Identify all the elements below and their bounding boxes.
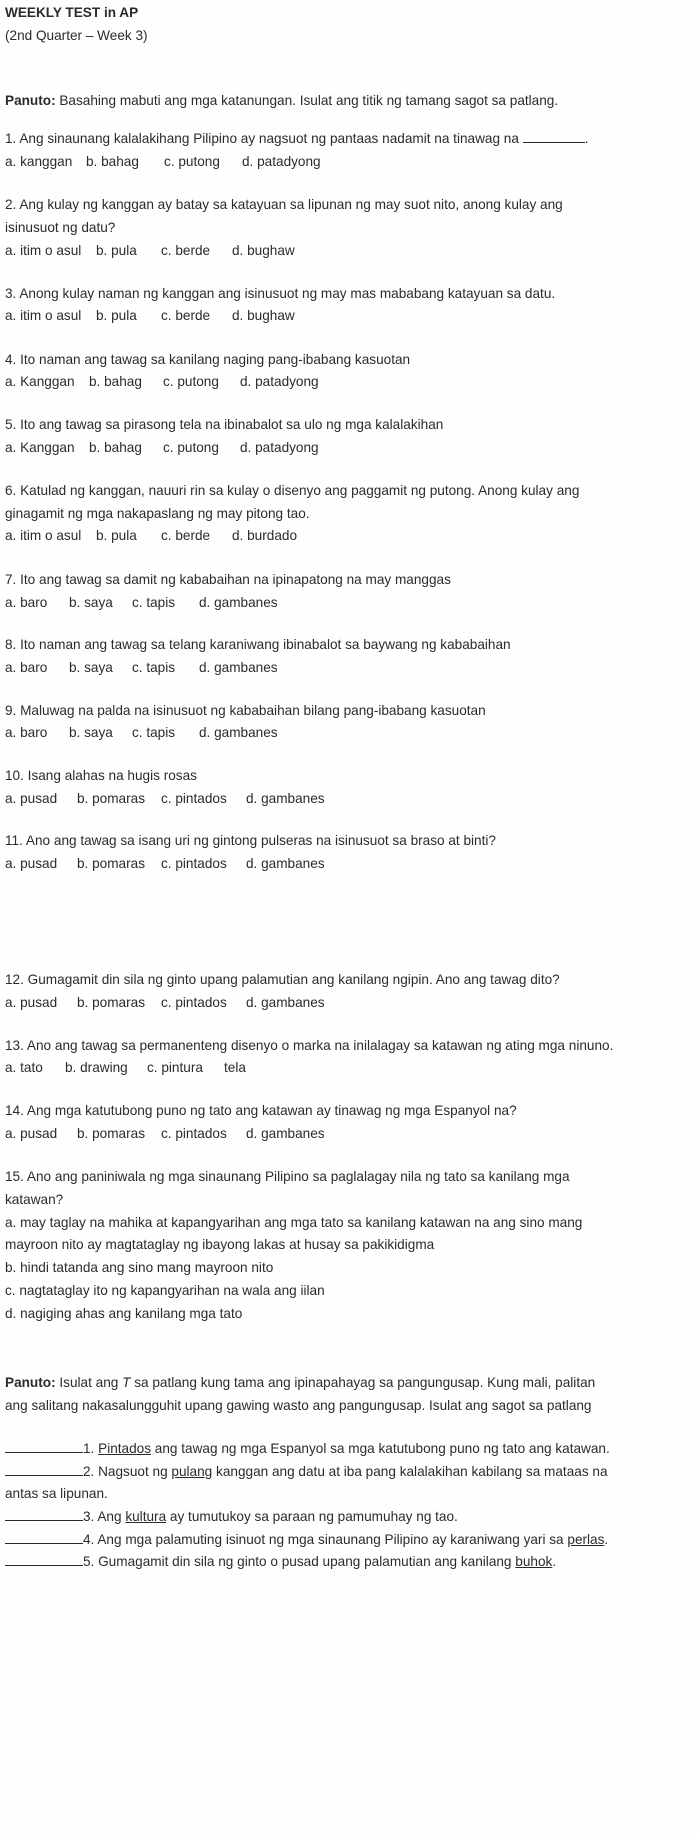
option-a: a. itim o asul bbox=[5, 243, 82, 258]
item-text: . bbox=[604, 1532, 609, 1547]
option-c: c. berde bbox=[161, 308, 211, 323]
option-b: b. saya bbox=[69, 725, 113, 740]
option-b: b. saya bbox=[69, 595, 113, 610]
question-15-cont: katawan? bbox=[5, 1192, 64, 1207]
option-c: c. pintados bbox=[161, 1126, 227, 1141]
item-text: 3. Ang bbox=[83, 1509, 126, 1524]
option-c: c. tapis bbox=[132, 595, 176, 610]
option-c: c. putong bbox=[163, 440, 219, 455]
option-a: a. Kanggan bbox=[5, 440, 75, 455]
option-a: a. pusad bbox=[5, 1126, 58, 1141]
question-3: 3. Anong kulay naman ng kanggan ang isinusuot ng may mas mababang katayuan sa datu. bbox=[5, 286, 556, 301]
directions-label: Panuto: bbox=[5, 93, 56, 108]
option-d: d. bughaw bbox=[232, 308, 295, 323]
option-a: a. baro bbox=[5, 660, 48, 675]
question-6-cont: ginagamit ng mga nakapaslang ng may pitong tao. bbox=[5, 506, 310, 521]
question-14: 14. Ang mga katutubong puno ng tato ang katawan ay tinawag ng mga Espanyol na? bbox=[5, 1103, 517, 1118]
tf-item-1 bbox=[5, 1440, 610, 1458]
answer-blank[interactable] bbox=[5, 1440, 83, 1453]
option-b: b. bahag bbox=[86, 154, 139, 169]
question-7: 7. Ito ang tawag sa damit ng kababaihan na ipinapatong na may manggas bbox=[5, 572, 451, 587]
option-c: c. tapis bbox=[132, 725, 176, 740]
option-d: d. patadyong bbox=[240, 374, 319, 389]
option-d: d. patadyong bbox=[240, 440, 319, 455]
option-a: a. itim o asul bbox=[5, 528, 82, 543]
option-d: d. gambanes bbox=[246, 856, 325, 871]
question-12: 12. Gumagamit din sila ng ginto upang palamutian ang kanilang ngipin. Ano ang tawag dito? bbox=[5, 972, 560, 987]
option-a: a. baro bbox=[5, 725, 48, 740]
option-d: d. gambanes bbox=[199, 725, 278, 740]
option-a: a. pusad bbox=[5, 995, 58, 1010]
option-a: a. tato bbox=[5, 1060, 43, 1075]
item-text: kanggan ang datu at iba pang kalalakihan kabilang sa mataas na bbox=[212, 1464, 608, 1479]
directions-text: sa patlang kung tama ang ipinapahayag sa pangungusap. Kung mali, palitan bbox=[130, 1375, 596, 1390]
test-title: WEEKLY TEST in AP bbox=[5, 5, 139, 20]
underlined-word: perlas bbox=[567, 1532, 605, 1547]
question-8: 8. Ito naman ang tawag sa telang karaniwang ibinabalot sa baywang ng kababaihan bbox=[5, 637, 511, 652]
option-d: d. patadyong bbox=[242, 154, 321, 169]
option-b: b. drawing bbox=[65, 1060, 128, 1075]
option-c: c. pintura bbox=[147, 1060, 203, 1075]
option-c: c. berde bbox=[161, 243, 211, 258]
option-d: d. burdado bbox=[232, 528, 298, 543]
option-b: b. bahag bbox=[89, 374, 142, 389]
question-1 bbox=[5, 130, 588, 148]
question-6: 6. Katulad ng kanggan, nauuri rin sa kulay o disenyo ang paggamit ng putong. Anong kulay ang bbox=[5, 483, 580, 498]
option-c: c. pintados bbox=[161, 995, 227, 1010]
option-c: c. pintados bbox=[161, 791, 227, 806]
part2-directions-cont: ang salitang nakasalungguhit upang gawing wasto ang pangungusap. Isulat ang sagot sa patlang bbox=[5, 1398, 592, 1413]
option-c: c. tapis bbox=[132, 660, 176, 675]
item-text: . bbox=[552, 1554, 557, 1569]
directions-text: Isulat ang bbox=[55, 1375, 123, 1390]
question-9: 9. Maluwag na palda na isinusuot ng kababaihan bilang pang-ibabang kasuotan bbox=[5, 703, 486, 718]
option-b: b. bahag bbox=[89, 440, 142, 455]
question-15: 15. Ano ang paniniwala ng mga sinaunang Pilipino sa paglalagay nila ng tato sa kanilang mga bbox=[5, 1169, 570, 1184]
question-end: . bbox=[584, 131, 589, 146]
item-text: 2. Nagsuot ng bbox=[83, 1464, 172, 1479]
question-2: 2. Ang kulay ng kanggan ay batay sa katayuan sa lipunan ng may suot nito, anong kulay ang bbox=[5, 197, 563, 212]
option-b: b. pomaras bbox=[77, 995, 146, 1010]
tf-item-3 bbox=[5, 1508, 458, 1526]
item-text: ang tawag ng mga Espanyol sa mga katutubong puno ng tato ang katawan. bbox=[151, 1441, 610, 1456]
option-d: d. nagiging ahas ang kanilang mga tato bbox=[5, 1306, 243, 1321]
underlined-word: kultura bbox=[125, 1509, 167, 1524]
option-b: b. saya bbox=[69, 660, 113, 675]
tf-item-2-cont: antas sa lipunan. bbox=[5, 1486, 108, 1501]
true-marker: T bbox=[122, 1375, 131, 1390]
option-b: b. pomaras bbox=[77, 856, 146, 871]
option-a: a. Kanggan bbox=[5, 374, 75, 389]
underlined-word: pulang bbox=[171, 1464, 213, 1479]
underlined-word: buhok bbox=[515, 1554, 553, 1569]
tf-item-2 bbox=[5, 1463, 608, 1481]
option-d: tela bbox=[224, 1060, 246, 1075]
option-d: d. gambanes bbox=[199, 660, 278, 675]
option-a: a. baro bbox=[5, 595, 48, 610]
option-a: a. may taglay na mahika at kapangyarihan ang mga tato sa kanilang katawan na ang sino mang bbox=[5, 1215, 583, 1230]
tf-item-4 bbox=[5, 1531, 608, 1549]
answer-blank[interactable] bbox=[5, 1463, 83, 1476]
option-c: c. pintados bbox=[161, 856, 227, 871]
item-text: ay tumutukoy sa paraan ng pamumuhay ng tao. bbox=[166, 1509, 458, 1524]
option-c: c. putong bbox=[163, 374, 219, 389]
option-d: d. gambanes bbox=[246, 995, 325, 1010]
option-d: d. gambanes bbox=[246, 1126, 325, 1141]
part1-directions bbox=[5, 92, 558, 110]
item-text: 4. Ang mga palamuting isinuot ng mga sinaunang Pilipino ay karaniwang yari sa bbox=[83, 1532, 568, 1547]
question-13: 13. Ano ang tawag sa permanenteng disenyo o marka na inilalagay sa katawan ng ating mga ninuno. bbox=[5, 1038, 614, 1053]
question-11: 11. Ano ang tawag sa isang uri ng gintong pulseras na isinusuot sa braso at binti? bbox=[5, 833, 496, 848]
directions-label: Panuto: bbox=[5, 1375, 56, 1390]
option-a: a. kanggan bbox=[5, 154, 73, 169]
answer-blank[interactable] bbox=[5, 1531, 83, 1544]
option-d: d. gambanes bbox=[246, 791, 325, 806]
option-b: b. pula bbox=[96, 308, 137, 323]
question-2-cont: isinusuot ng datu? bbox=[5, 220, 116, 235]
option-a: a. itim o asul bbox=[5, 308, 82, 323]
option-b: b. pomaras bbox=[77, 791, 146, 806]
option-d: d. bughaw bbox=[232, 243, 295, 258]
option-a-cont: mayroon nito ay magtataglay ng ibayong lakas at husay sa pakikidigma bbox=[5, 1237, 435, 1252]
answer-blank[interactable] bbox=[5, 1553, 83, 1566]
tf-item-5 bbox=[5, 1553, 556, 1571]
directions-text: Basahing mabuti ang mga katanungan. Isulat ang titik ng tamang sagot sa patlang. bbox=[55, 93, 559, 108]
option-a: a. pusad bbox=[5, 856, 58, 871]
option-c: c. putong bbox=[164, 154, 220, 169]
answer-blank[interactable] bbox=[523, 130, 585, 143]
item-text: 5. Gumagamit din sila ng ginto o pusad upang palamutian ang kanilang bbox=[83, 1554, 516, 1569]
underlined-word: Pintados bbox=[98, 1441, 152, 1456]
option-b: b. pomaras bbox=[77, 1126, 146, 1141]
answer-blank[interactable] bbox=[5, 1508, 83, 1521]
option-c: c. nagtataglay ito ng kapangyarihan na wala ang iilan bbox=[5, 1283, 325, 1298]
question-10: 10. Isang alahas na hugis rosas bbox=[5, 768, 197, 783]
option-b: b. hindi tatanda ang sino mang mayroon nito bbox=[5, 1260, 274, 1275]
part2-directions bbox=[5, 1374, 595, 1392]
option-c: c. berde bbox=[161, 528, 211, 543]
option-d: d. gambanes bbox=[199, 595, 278, 610]
test-subtitle: (2nd Quarter – Week 3) bbox=[5, 28, 148, 43]
question-text: 1. Ang sinaunang kalalakihang Pilipino ay nagsuot ng pantaas nadamit na tinawag na bbox=[5, 131, 523, 146]
option-b: b. pula bbox=[96, 243, 137, 258]
option-a: a. pusad bbox=[5, 791, 58, 806]
question-5: 5. Ito ang tawag sa pirasong tela na ibinabalot sa ulo ng mga kalalakihan bbox=[5, 417, 444, 432]
option-b: b. pula bbox=[96, 528, 137, 543]
question-4: 4. Ito naman ang tawag sa kanilang naging pang-ibabang kasuotan bbox=[5, 352, 411, 367]
item-text: 1. bbox=[83, 1441, 99, 1456]
